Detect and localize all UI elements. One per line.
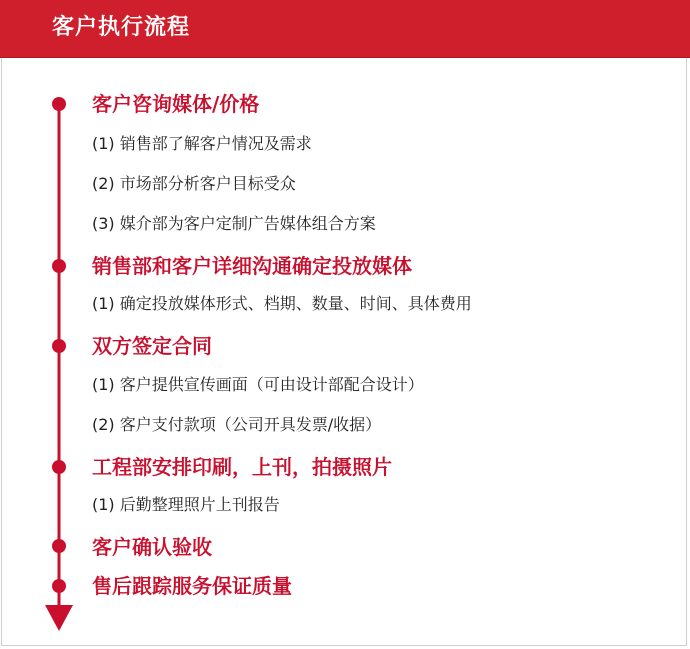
step-1-title: 客户咨询媒体/价格	[92, 92, 260, 116]
page-title: 客户执行流程	[52, 15, 191, 40]
step-5-title: 客户确认验收	[92, 535, 212, 559]
timeline-node-5	[52, 539, 66, 553]
step-3-title: 双方签定合同	[92, 334, 212, 358]
step-3-item-2: (2) 客户支付款项（公司开具发票/收据）	[92, 415, 382, 434]
step-1-item-3: (3) 媒介部为客户定制广告媒体组合方案	[92, 214, 376, 233]
timeline-node-2	[52, 259, 66, 273]
timeline-arrow-icon	[45, 605, 73, 631]
timeline-node-6	[52, 579, 66, 593]
step-2-title: 销售部和客户详细沟通确定投放媒体	[92, 254, 412, 278]
step-4-item-1: (1) 后勤整理照片上刊报告	[92, 495, 280, 514]
step-1-item-1: (1) 销售部了解客户情况及需求	[92, 134, 312, 153]
timeline-node-3	[52, 339, 66, 353]
step-6-title: 售后跟踪服务保证质量	[92, 574, 292, 598]
step-4-title: 工程部安排印刷，上刊，拍摄照片	[92, 455, 392, 479]
timeline-node-4	[52, 460, 66, 474]
step-2-item-1: (1) 确定投放媒体形式、档期、数量、时间、具体费用	[92, 294, 472, 313]
timeline-node-1	[52, 97, 66, 111]
step-1-item-2: (2) 市场部分析客户目标受众	[92, 174, 296, 193]
step-3-item-1: (1) 客户提供宣传画面（可由设计部配合设计）	[92, 375, 424, 394]
